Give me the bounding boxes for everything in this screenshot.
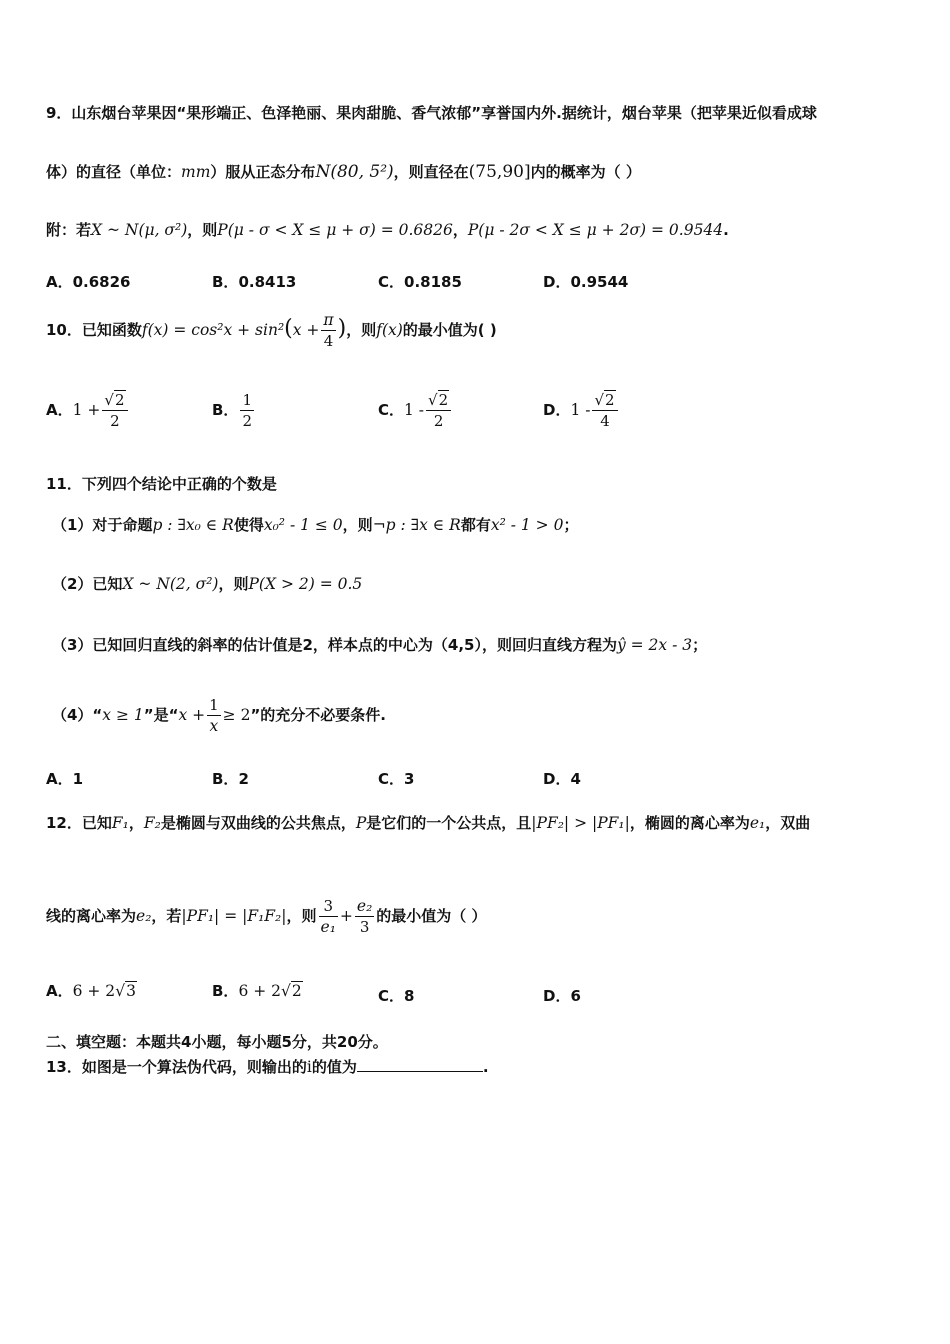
q10-option-a[interactable]: A．1 + $\frac{√2}{2}$ (46, 390, 130, 431)
q9-note-end: . (723, 221, 729, 239)
q10-stem-suffix: 的最小值为( ) (402, 321, 497, 339)
q12-sep: ， (128, 814, 144, 832)
q11-s1-proposition: p : ∃x₀ ∈ R (152, 516, 234, 534)
q11-s4-rhs: ≥ 2 (222, 706, 251, 724)
q12-frac-1-den: e₁ (320, 918, 336, 936)
q10-stem-prefix: 10．已知函数 (46, 321, 142, 339)
q11-s1-inequality: x₀² - 1 ≤ 0 (263, 516, 343, 534)
q10-function: f(x) = cos²x + sin² (141, 321, 285, 339)
section-2-title (46, 1031, 388, 1052)
q10-option-a-den: 2 (110, 412, 120, 430)
q9-note-then: ，则 (187, 221, 218, 239)
q12-option-b-coef: 6 + 2 (238, 982, 282, 1000)
q11-statement-3 (52, 634, 707, 655)
q9-note-condition: X ~ N(μ, σ²) (91, 221, 188, 239)
q11-option-a-label: A． (46, 770, 73, 788)
q9-stem-text-2b: ）服从正态分布 (210, 163, 316, 181)
q11-s4-lhs: x + (178, 706, 206, 724)
q11-s3-equation: ŷ = 2x - 3 (616, 636, 693, 654)
q9-note-line (46, 219, 729, 240)
q12-condition: |PF₁| = |F₁F₂| (181, 907, 287, 925)
q11-s4-is: ”是“ (143, 706, 179, 724)
q9-stem-line-1 (46, 102, 817, 123)
q10-option-b-label: B． (212, 401, 239, 419)
q11-statement-1 (52, 514, 578, 535)
q12-e1: e₁ (749, 814, 766, 832)
q12-option-c[interactable] (378, 985, 414, 1006)
q11-statement-2 (52, 573, 362, 594)
q11-option-d-text: 4 (570, 770, 581, 788)
q10-fraction-num: π (323, 311, 334, 329)
q13-answer-blank[interactable] (357, 1057, 483, 1072)
q12-stem-d: ，椭圆的离心率为 (629, 814, 750, 832)
q11-stem (46, 473, 277, 494)
q9-option-c-label: C． (378, 273, 405, 291)
q9-distribution: N(80, 5²) (315, 162, 394, 182)
q10-fraction-den: 4 (323, 332, 334, 350)
q12-stem-line-1 (46, 812, 810, 833)
q9-option-c[interactable] (378, 271, 462, 292)
q10-option-c[interactable]: C．1 - $\frac{√2}{2}$ (378, 390, 453, 431)
q10-option-d-label: D． (543, 401, 571, 419)
section-2-title-text: 二、填空题：本题共4小题，每小题5分，共20分。 (46, 1033, 388, 1051)
q12-option-d-text: 6 (570, 987, 581, 1005)
q12-stem-g: ，若 (151, 907, 182, 925)
q12-option-d-label: D． (543, 987, 571, 1005)
q9-option-c-text: 0.8185 (404, 273, 462, 291)
q11-s3-text: （3）已知回归直线的斜率的估计值是2，样本点的中心为（4,5），则回归直线方程为 (52, 636, 617, 654)
q10-option-d-den: 4 (600, 412, 610, 430)
q10-option-d[interactable]: D．1 - $\frac{√2}{4}$ (543, 390, 620, 431)
q11-option-a-text: 1 (72, 770, 84, 788)
q10-fraction (321, 310, 335, 351)
q12-option-c-label: C． (378, 987, 405, 1005)
q12-stem-prefix: 12．已知 (46, 814, 112, 832)
q9-option-a-text: 0.6826 (72, 273, 131, 291)
q11-option-c-label: C． (378, 770, 405, 788)
q11-option-b-label: B． (212, 770, 239, 788)
q12-option-a[interactable]: A．6 + 2√3 (46, 982, 136, 1000)
q11-s1-all-have: 都有 (460, 516, 491, 534)
q12-plus: + (339, 907, 353, 925)
q12-stem-e: ，双曲 (765, 814, 811, 832)
q10-option-a-num: 2 (114, 391, 125, 409)
q10-option-a-label: A． (46, 401, 73, 419)
q10-stem-line: 10．已知函数f(x) = cos²x + sin²(x + $\frac{\pi}{4}$ )，则f(x)的最小值为( ) (46, 311, 497, 350)
q11-s2-probability: P(X > 2) = 0.5 (248, 575, 363, 593)
q11-s3-end: ； (692, 636, 708, 654)
q11-stem-text: 11．下列四个结论中正确的个数是 (46, 475, 277, 493)
q12-frac-2-num: e₂ (356, 897, 373, 915)
q12-option-a-label: A． (46, 982, 73, 1000)
q11-s4-frac-den: x (209, 717, 219, 735)
q12-option-a-radicand: 3 (126, 982, 136, 1000)
q9-note-prob-1: P(μ - σ < X ≤ μ + σ) = 0.6826 (217, 221, 453, 239)
q12-focus-1: F₁ (111, 814, 129, 832)
q11-s4-frac-num: 1 (209, 696, 219, 714)
q9-option-b[interactable] (212, 271, 296, 292)
q9-interval: (75,90] (468, 162, 531, 182)
q12-option-b-label: B． (212, 982, 239, 1000)
q10-option-d-num: 2 (605, 391, 615, 409)
q9-option-d[interactable] (543, 271, 628, 292)
q10-option-c-label: C． (378, 401, 405, 419)
q13-stem-mid: 的值为 (311, 1058, 357, 1076)
q12-frac-1-num: 3 (319, 896, 338, 917)
q12-stem-b: 是椭圆与双曲线的公共焦点， (160, 814, 356, 832)
q9-stem-text-1: 9．山东烟台苹果因“果形端正、色泽艳丽、果肉甜脆、香气浓郁”享誉国内外.据统计，烟台苹果（把苹果近似看成球 (46, 104, 817, 122)
q12-option-b-radicand: 2 (291, 982, 302, 1000)
q12-stem-line-2 (46, 896, 487, 937)
q12-frac-2-den: 3 (359, 918, 370, 936)
q9-option-d-text: 0.9544 (570, 273, 629, 291)
q9-option-b-label: B． (212, 273, 239, 291)
q10-option-c-num: 2 (438, 391, 449, 409)
q9-note-separator: ， (452, 221, 468, 239)
q10-option-b[interactable] (212, 390, 256, 431)
q11-s4-prefix: （4）“ (52, 706, 103, 724)
q12-e2: e₂ (136, 907, 152, 925)
q9-unit: mm (181, 163, 211, 181)
q12-option-b[interactable]: B．6 + 2√2 (212, 982, 302, 1000)
q11-option-a[interactable] (46, 768, 83, 789)
q11-s1-negation: ¬p : ∃x ∈ R (372, 516, 461, 534)
q11-option-c[interactable] (378, 768, 414, 789)
q10-option-b-den: 2 (242, 412, 252, 430)
q10-option-d-pre: 1 - (570, 401, 591, 419)
q12-inequality: |PF₂| > |PF₁| (531, 814, 630, 832)
q9-option-d-label: D． (543, 273, 571, 291)
q11-s1-such-that: 使得 (233, 516, 264, 534)
q9-note-prefix: 附：若 (46, 221, 92, 239)
q9-stem-line-2 (46, 161, 641, 182)
q11-option-d[interactable] (543, 768, 581, 789)
q12-focus-2: F₂ (143, 814, 161, 832)
q12-stem-i: 的最小值为（ ） (376, 907, 487, 925)
q12-point-p: P (355, 814, 367, 832)
q12-option-c-text: 8 (404, 987, 415, 1005)
q11-s4-suffix: ”的充分不必要条件. (250, 706, 387, 724)
q12-stem-c: 是它们的一个公共点，且 (366, 814, 532, 832)
q9-option-a-label: A． (46, 273, 73, 291)
q13-stem-prefix: 13．如图是一个算法伪代码，则输出的 (46, 1058, 307, 1076)
q11-s1-prefix: （1）对于命题 (52, 516, 153, 534)
q9-stem-text-2c: ，则直径在 (393, 163, 469, 181)
q11-s1-end: ； (563, 516, 579, 534)
q11-statement-4 (52, 695, 386, 736)
q12-option-a-coef: 6 + 2 (72, 982, 116, 1000)
q10-stem-then: ，则 (346, 321, 377, 339)
q11-s1-inequality-2: x² - 1 > 0 (490, 516, 564, 534)
q10-fx: f(x) (376, 321, 403, 339)
q11-option-b-text: 2 (238, 770, 249, 788)
q12-option-d[interactable] (543, 985, 581, 1006)
q9-stem-text-2a: 体）的直径（单位： (46, 163, 182, 181)
q13-stem-end: . (482, 1058, 489, 1076)
q11-option-c-text: 3 (404, 770, 415, 788)
q11-s2-distribution: X ~ N(2, σ²) (122, 575, 219, 593)
q10-option-b-num: 1 (242, 391, 252, 409)
q9-option-a[interactable] (46, 271, 131, 292)
q11-s2-then: ，则 (218, 575, 249, 593)
q11-s2-prefix: （2）已知 (52, 575, 123, 593)
q12-stem-f: 线的离心率为 (46, 907, 137, 925)
q13-variable: i (306, 1058, 312, 1076)
q12-stem-h: ，则 (286, 907, 317, 925)
q10-option-a-pre: 1 + (72, 401, 101, 419)
q11-option-d-label: D． (543, 770, 571, 788)
q10-option-c-den: 2 (433, 412, 444, 430)
q13-stem (46, 1056, 489, 1077)
q9-stem-text-2d: 内的概率为（ ） (530, 163, 641, 181)
q11-s4-condition: x ≥ 1 (102, 706, 144, 724)
q11-s1-then: ，则 (342, 516, 373, 534)
q10-option-c-pre: 1 - (404, 401, 425, 419)
q9-option-b-text: 0.8413 (238, 273, 297, 291)
q11-option-b[interactable] (212, 768, 249, 789)
q9-note-prob-2: P(μ - 2σ < X ≤ μ + 2σ) = 0.9544 (467, 221, 724, 239)
